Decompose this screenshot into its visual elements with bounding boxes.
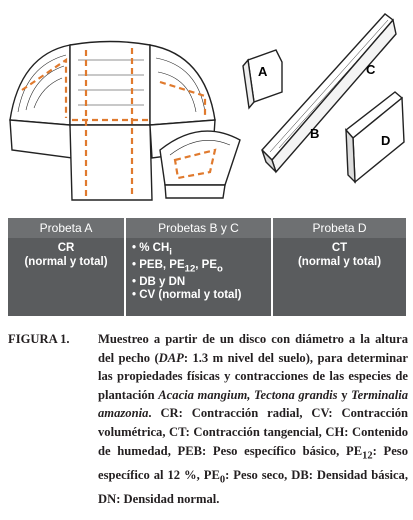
disc-segment-left [10, 45, 72, 158]
cell-a-line1: CR [57, 242, 75, 254]
cell-probeta-d [272, 238, 406, 316]
specimen-d [346, 92, 404, 182]
cell-probeta-a [8, 238, 125, 316]
cell-probetas-bc [125, 238, 272, 316]
label-a: A [258, 64, 268, 79]
header-probetas-bc: Probetas B y C [125, 218, 272, 238]
header-probeta-d: Probeta D [272, 218, 406, 238]
caption-text: Muestreo a partir de un disco con diámetro a la altura del pecho (DAP: 1.3 m nivel del suelo), para determinar las propiedades físicas y contracciones de las especies de plantación Acacia mangium, Tectona grandis y Terminalia amazonia. CR: Contracción radial, CV: Contracción volumétrica, CT: Contracción tangencial, CH: Contenido de humedad, PEB: Peso específico básico, $PE_{12}$: Peso específico al 12 %, $PE_0$: Peso seco, DB: Densidad básica, DN: Densidad normal. [98, 332, 408, 506]
wood-sampling-figure [0, 0, 413, 215]
specimen-a [243, 50, 282, 108]
bc-item-peb: • PEB, $PE_{12}$, $PE_o$ [132, 259, 267, 276]
bc-item-cv: • CV (normal y total) [132, 289, 267, 303]
label-d: D [381, 133, 391, 148]
header-probeta-a: Probeta A [8, 218, 125, 238]
cell-d-line1: CT [331, 242, 348, 254]
bc-item-ch: • % $CH_i$ [132, 242, 267, 259]
label-b: B [310, 126, 320, 141]
label-c: C [366, 62, 376, 77]
disc-segment-front [160, 131, 240, 198]
specimen-table [8, 218, 406, 316]
caption-label: FIGURA 1. [8, 332, 70, 346]
bc-item-db: • DB y DN [132, 276, 267, 290]
cell-d-line2: (normal y total) [297, 255, 382, 268]
cell-a-line2: (normal y total) [24, 255, 108, 268]
